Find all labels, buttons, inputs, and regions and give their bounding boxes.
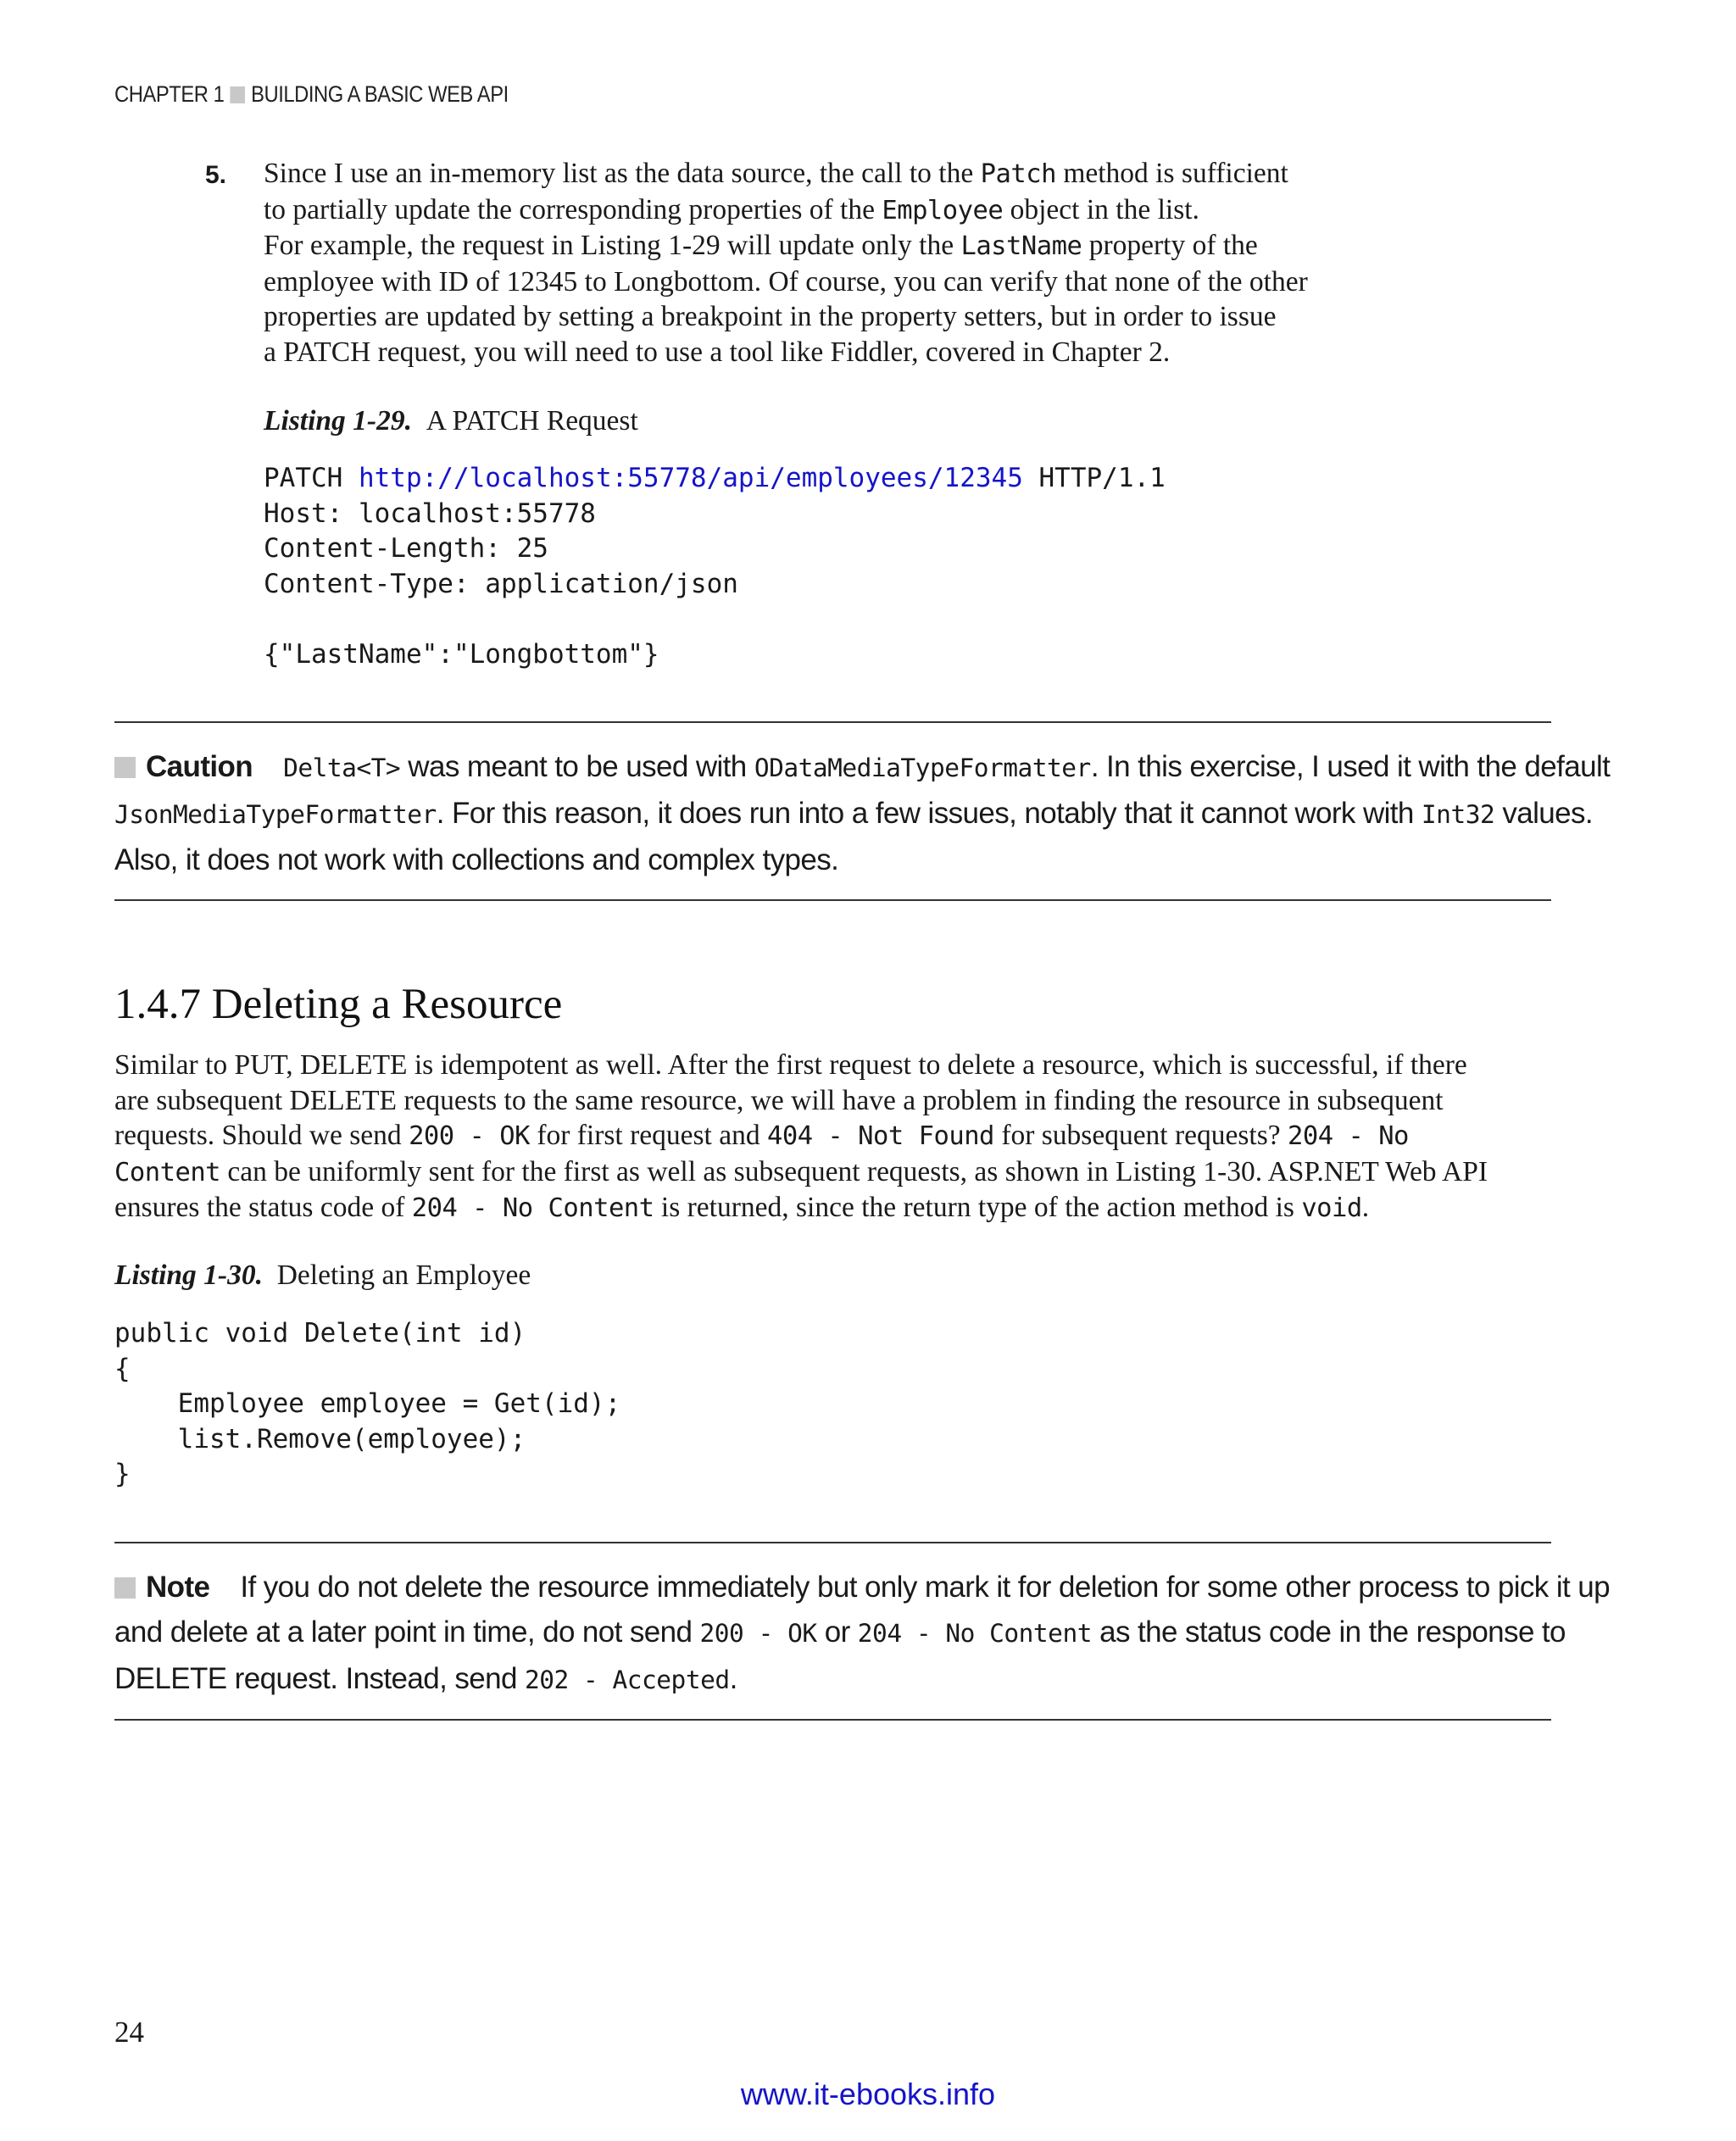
code-line: {"LastName":"Longbottom"} <box>264 638 659 670</box>
code-line: Employee employee = Get(id); <box>114 1388 621 1419</box>
code-line: list.Remove(employee); <box>114 1423 526 1454</box>
note-label: Note <box>146 1571 210 1604</box>
section-heading: 1.4.7 Deleting a Resource <box>114 981 563 1028</box>
listing-label: Listing 1-29. <box>264 405 412 437</box>
caution-line: Caution Delta<T> was meant to be used with ODataMediaTypeFormatter. In this exercise, I used it with the default <box>114 744 1610 791</box>
code-line: Host: localhost:55778 <box>264 498 596 529</box>
listing-1-30-caption <box>114 1260 531 1292</box>
listing-1-29-caption <box>264 405 638 437</box>
note-box <box>114 1565 1610 1703</box>
divider <box>114 721 1551 723</box>
code-line: PATCH http://localhost:55778/api/employees/12345 HTTP/1.1 <box>264 463 1166 493</box>
paragraph-line: Content can be uniformly sent for the first as well as subsequent requests, as shown in Listing 1-30. ASP.NET Web API <box>114 1155 1488 1187</box>
caution-line: Also, it does not work with collections and complex types. <box>114 843 839 876</box>
listing-label: Listing 1-30. <box>114 1260 263 1291</box>
code-line: public void Delete(int id) <box>114 1318 526 1349</box>
divider <box>114 1719 1551 1721</box>
divider <box>114 899 1551 901</box>
square-bullet-icon <box>230 86 245 103</box>
listing-1-29-code <box>264 461 1166 672</box>
step-5-line: properties are updated by setting a breakpoint in the property setters, but in order to issue <box>264 301 1277 332</box>
square-bullet-icon <box>114 1577 136 1599</box>
request-url-link[interactable]: http://localhost:55778/api/employees/12345 <box>358 463 1023 493</box>
listing-title: Deleting an Employee <box>276 1260 531 1291</box>
paragraph-line: Similar to PUT, DELETE is idempotent as well. After the first request to delete a resource, which is successful, if there <box>114 1049 1467 1081</box>
listing-1-30-code <box>114 1316 620 1493</box>
step-number: 5. <box>205 161 227 189</box>
step-5-paragraph <box>264 156 1308 370</box>
caution-label: Caution <box>146 750 253 783</box>
step-5-line: Since I use an in-memory list as the data source, the call to the Patch method is sufficient <box>264 158 1288 189</box>
divider <box>114 1542 1551 1543</box>
step-5-line: For example, the request in Listing 1-29 will update only the LastName property of the <box>264 230 1258 261</box>
code-line: Content-Length: 25 <box>264 533 548 564</box>
caution-box <box>114 744 1610 882</box>
footer-link[interactable]: www.it-ebooks.info <box>740 2077 996 2111</box>
page-number: 24 <box>114 2016 144 2049</box>
running-header <box>114 81 509 108</box>
code-line: Content-Type: application/json <box>264 568 738 599</box>
step-5-line: to partially update the corresponding properties of the Employee object in the list. <box>264 193 1199 225</box>
paragraph-line: requests. Should we send 200 - OK for first request and 404 - Not Found for subsequent requests? 204 - No <box>114 1120 1409 1151</box>
note-line: and delete at a later point in time, do not send 200 - OK or 204 - No Content as the status code in the response to <box>114 1615 1566 1649</box>
paragraph-line: ensures the status code of 204 - No Content is returned, since the return type of the action method is void. <box>114 1192 1370 1223</box>
note-line: Note If you do not delete the resource immediately but only mark it for deletion for some other process to pick it up <box>114 1565 1610 1610</box>
section-paragraph <box>114 1048 1488 1226</box>
step-5-line: a PATCH request, you will need to use a tool like Fiddler, covered in Chapter 2. <box>264 336 1171 368</box>
code-line: } <box>114 1459 131 1489</box>
chapter-label: CHAPTER 1 <box>114 81 225 107</box>
note-line: DELETE request. Instead, send 202 - Accepted. <box>114 1662 737 1695</box>
listing-title: A PATCH Request <box>426 405 638 437</box>
chapter-title: BUILDING A BASIC WEB API <box>251 81 509 107</box>
square-bullet-icon <box>114 757 136 778</box>
code-line: { <box>114 1353 131 1384</box>
paragraph-line: are subsequent DELETE requests to the same resource, we will have a problem in finding the resource in subsequent <box>114 1084 1444 1116</box>
caution-line: JsonMediaTypeFormatter. For this reason, it does run into a few issues, notably that it cannot work with Int32 values. <box>114 797 1594 830</box>
step-5-line: employee with ID of 12345 to Longbottom. Of course, you can verify that none of the other <box>264 265 1308 298</box>
